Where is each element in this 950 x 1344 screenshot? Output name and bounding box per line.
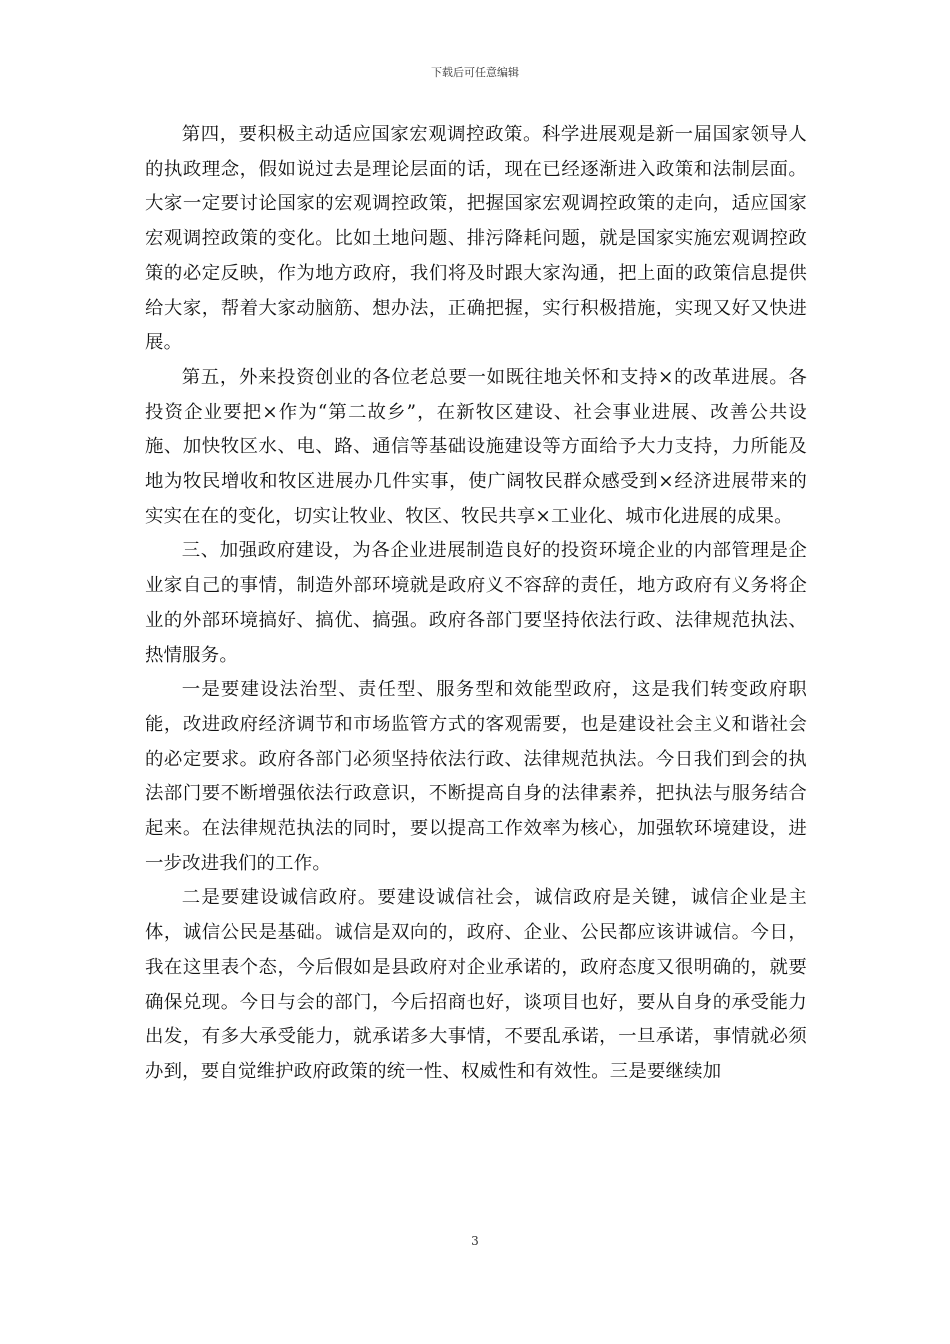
paragraph-4: 第四，要积极主动适应国家宏观调控政策。科学进展观是新一届国家领导人的执政理念，假如说过去是理论层面的话，现在已经逐渐进入政策和法制层面。大家一定要讨论国家的宏观调控政策，把握国家宏观调控政策的走向，适应国家宏观调控政策的变化。比如土地问题、排污降耗问题，就是国家实施宏观调控政策的必定反映，作为地方政府，我们将及时跟大家沟通，把上面的政策信息提供给大家，帮着大家动脑筋、想办法，正确把握，实行积极措施，实现又好又快进展。 [145, 124, 807, 354]
document-body [145, 118, 807, 1090]
page-number: 3 [471, 1234, 479, 1248]
paragraph-point-1: 一是要建设法治型、责任型、服务型和效能型政府，这是我们转变政府职能，改进政府经济调节和市场监管方式的客观需要，也是建设社会主义和谐社会的必定要求。政府各部门必须坚持依法行政、法律规范执法。今日我们到会的执法部门要不断增强依法行政意识，不断提高自身的法律素养，把执法与服务结合起来。在法律规范执法的同时，要以提高工作效率为核心，加强软环境建设，进一步改进我们的工作。 [145, 679, 807, 874]
paragraph-point-2: 二是要建设诚信政府。要建设诚信社会，诚信政府是关键，诚信企业是主体，诚信公民是基础。诚信是双向的，政府、企业、公民都应该讲诚信。今日，我在这里表个态，今后假如是县政府对企业承诺的，政府态度又很明确的，就要确保兑现。今日与会的部门，今后招商也好，谈项目也好，要从自身的承受能力出发，有多大承受能力，就承诺多大事情，不要乱承诺，一旦承诺，事情就必须办到，要自觉维护政府政策的统一性、权威性和有效性。三是要继续加 [145, 887, 807, 1082]
section-3-heading-paragraph: 三、加强政府建设，为各企业进展制造良好的投资环境企业的内部管理是企业家自己的事情，制造外部环境就是政府义不容辞的责任，地方政府有义务将企业的外部环境搞好、搞优、搞强。政府各部门要坚持依法行政、法律规范执法、热情服务。 [145, 540, 807, 666]
page-header: 下载后可任意编辑 [431, 66, 519, 79]
paragraph-5: 第五，外来投资创业的各位老总要一如既往地关怀和支持×的改革进展。各投资企业要把×作为“第二故乡”，在新牧区建设、社会事业进展、改善公共设施、加快牧区水、电、路、通信等基础设施建设等方面给予大力支持，力所能及地为牧民增收和牧区进展办几件实事，使广阔牧民群众感受到×经济进展带来的实实在在的变化，切实让牧业、牧区、牧民共享×工业化、城市化进展的成果。 [145, 366, 807, 527]
